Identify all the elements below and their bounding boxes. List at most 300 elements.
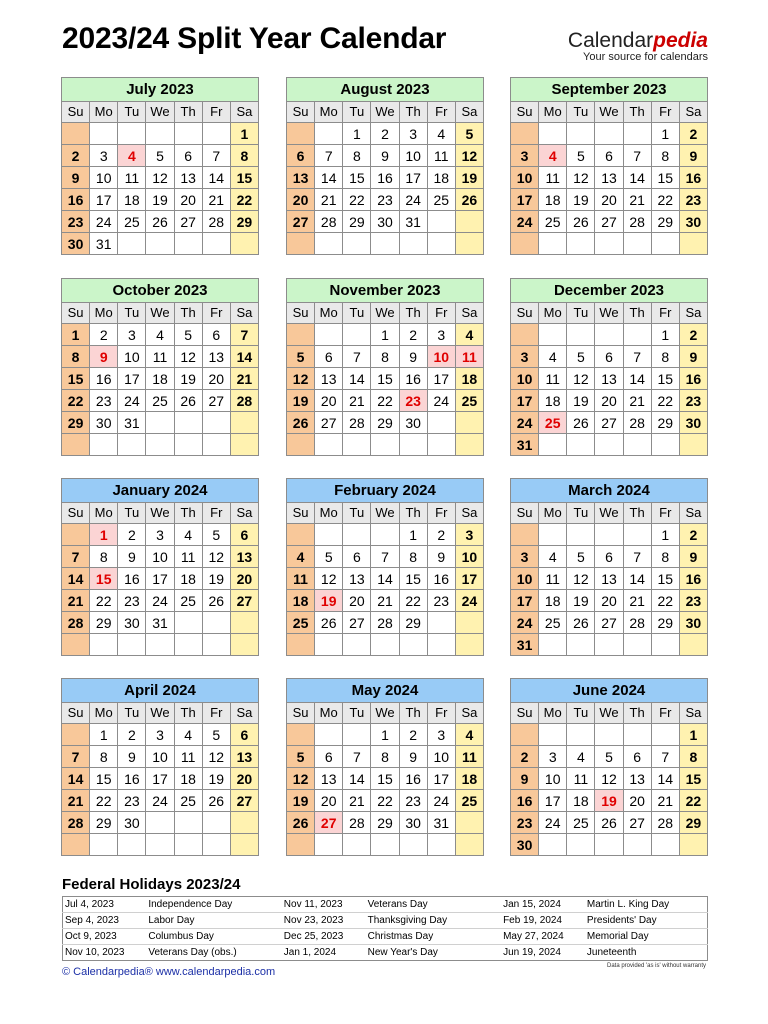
holiday-date: Nov 11, 2023 bbox=[283, 899, 343, 910]
day-cell: 6 bbox=[230, 524, 258, 546]
empty-day-cell bbox=[230, 612, 258, 634]
weekday-label: We bbox=[595, 503, 623, 524]
day-cell: 9 bbox=[679, 145, 707, 167]
empty-day-cell bbox=[511, 724, 539, 746]
day-cell: 5 bbox=[315, 546, 343, 568]
empty-day-cell bbox=[343, 233, 371, 255]
holiday-date: Sep 4, 2023 bbox=[63, 913, 147, 929]
day-cell: 21 bbox=[651, 790, 679, 812]
month-calendar bbox=[286, 77, 484, 255]
empty-day-cell bbox=[174, 233, 202, 255]
brand-logo[interactable] bbox=[568, 30, 708, 63]
day-cell: 10 bbox=[511, 568, 539, 590]
weekday-label: Mo bbox=[315, 303, 343, 324]
empty-day-cell bbox=[118, 834, 146, 856]
empty-day-cell bbox=[427, 434, 455, 456]
empty-day-cell bbox=[679, 834, 707, 856]
day-cell: 2 bbox=[427, 524, 455, 546]
empty-day-cell bbox=[315, 324, 343, 346]
day-cell: 18 bbox=[455, 368, 483, 390]
month-calendar bbox=[286, 678, 484, 856]
day-cell: 12 bbox=[567, 167, 595, 189]
empty-day-cell bbox=[595, 123, 623, 145]
day-cell: 17 bbox=[427, 768, 455, 790]
day-cell: 21 bbox=[62, 790, 90, 812]
weekday-label: Tu bbox=[567, 303, 595, 324]
day-cell: 15 bbox=[230, 167, 258, 189]
empty-day-cell bbox=[399, 233, 427, 255]
empty-day-cell bbox=[455, 434, 483, 456]
day-cell: 4 bbox=[539, 546, 567, 568]
weekday-label: Mo bbox=[90, 703, 118, 724]
day-cell: 5 bbox=[202, 524, 230, 546]
empty-day-cell bbox=[455, 634, 483, 656]
day-cell: 28 bbox=[62, 612, 90, 634]
empty-day-cell bbox=[539, 123, 567, 145]
empty-day-cell bbox=[174, 634, 202, 656]
empty-day-cell bbox=[230, 812, 258, 834]
day-cell: 26 bbox=[567, 211, 595, 233]
empty-day-cell bbox=[118, 123, 146, 145]
day-cell: 22 bbox=[651, 390, 679, 412]
day-cell: 25 bbox=[287, 612, 315, 634]
weekday-label: Th bbox=[623, 303, 651, 324]
day-cell: 30 bbox=[118, 812, 146, 834]
day-cell: 26 bbox=[146, 211, 174, 233]
day-cell: 6 bbox=[174, 145, 202, 167]
empty-day-cell bbox=[455, 834, 483, 856]
day-cell: 24 bbox=[146, 790, 174, 812]
day-cell: 19 bbox=[146, 189, 174, 211]
day-cell: 15 bbox=[679, 768, 707, 790]
holiday-date: Nov 10, 2023 bbox=[63, 945, 147, 961]
day-cell: 23 bbox=[118, 790, 146, 812]
weekday-label: Sa bbox=[230, 303, 258, 324]
empty-day-cell bbox=[315, 724, 343, 746]
empty-day-cell bbox=[679, 634, 707, 656]
copyright-link[interactable]: © Calendarpedia® www.calendarpedia.com bbox=[62, 966, 276, 978]
month-calendar bbox=[61, 77, 259, 255]
day-cell: 24 bbox=[539, 812, 567, 834]
empty-day-cell bbox=[174, 434, 202, 456]
day-cell: 20 bbox=[595, 590, 623, 612]
day-cell: 8 bbox=[371, 346, 399, 368]
day-cell: 21 bbox=[623, 189, 651, 211]
holiday-name: Christmas Day bbox=[366, 929, 501, 945]
month-title: March 2024 bbox=[511, 479, 708, 503]
weekday-label: Su bbox=[511, 703, 539, 724]
day-cell: 14 bbox=[62, 568, 90, 590]
day-cell: 16 bbox=[399, 768, 427, 790]
day-cell: 16 bbox=[399, 368, 427, 390]
day-cell: 17 bbox=[455, 568, 483, 590]
day-cell: 30 bbox=[511, 834, 539, 856]
day-cell: 8 bbox=[90, 546, 118, 568]
day-cell: 30 bbox=[679, 412, 707, 434]
day-cell: 19 bbox=[567, 189, 595, 211]
holiday-date: Nov 23, 2023 bbox=[282, 913, 366, 929]
day-cell: 30 bbox=[679, 211, 707, 233]
day-cell: 27 bbox=[315, 412, 343, 434]
holiday-day-cell: 19 bbox=[315, 590, 343, 612]
weekday-label: Th bbox=[174, 303, 202, 324]
day-cell: 14 bbox=[651, 768, 679, 790]
day-cell: 7 bbox=[315, 145, 343, 167]
month-title: April 2024 bbox=[62, 679, 259, 703]
empty-day-cell bbox=[651, 233, 679, 255]
weekday-label: Mo bbox=[539, 703, 567, 724]
day-cell: 1 bbox=[230, 123, 258, 145]
day-cell: 28 bbox=[343, 812, 371, 834]
weekday-label: Fr bbox=[427, 503, 455, 524]
day-cell: 10 bbox=[511, 167, 539, 189]
month-calendar bbox=[510, 77, 708, 255]
page-title: 2023/24 Split Year Calendar bbox=[62, 22, 447, 55]
weekday-label: Su bbox=[287, 503, 315, 524]
empty-day-cell bbox=[230, 434, 258, 456]
day-cell: 28 bbox=[202, 211, 230, 233]
empty-day-cell bbox=[343, 724, 371, 746]
day-cell: 17 bbox=[511, 189, 539, 211]
day-cell: 19 bbox=[567, 590, 595, 612]
day-cell: 26 bbox=[174, 390, 202, 412]
month-title: August 2023 bbox=[287, 78, 484, 102]
holiday-name: Independence Day bbox=[148, 899, 233, 910]
empty-day-cell bbox=[679, 233, 707, 255]
empty-day-cell bbox=[287, 123, 315, 145]
day-cell: 26 bbox=[202, 790, 230, 812]
day-cell: 14 bbox=[230, 346, 258, 368]
day-cell: 6 bbox=[595, 145, 623, 167]
day-cell: 3 bbox=[118, 324, 146, 346]
day-cell: 29 bbox=[230, 211, 258, 233]
day-cell: 10 bbox=[511, 368, 539, 390]
day-cell: 21 bbox=[230, 368, 258, 390]
day-cell: 11 bbox=[287, 568, 315, 590]
day-cell: 19 bbox=[174, 368, 202, 390]
day-cell: 3 bbox=[511, 546, 539, 568]
empty-day-cell bbox=[399, 834, 427, 856]
holiday-name: Memorial Day bbox=[585, 929, 708, 945]
weekday-label: We bbox=[146, 303, 174, 324]
day-cell: 29 bbox=[399, 612, 427, 634]
holiday-date: Jan 1, 2024 bbox=[282, 945, 366, 961]
month-title: October 2023 bbox=[62, 279, 259, 303]
day-cell: 18 bbox=[174, 568, 202, 590]
day-cell: 2 bbox=[511, 746, 539, 768]
day-cell: 12 bbox=[202, 546, 230, 568]
day-cell: 22 bbox=[343, 189, 371, 211]
day-cell: 29 bbox=[651, 612, 679, 634]
day-cell: 10 bbox=[427, 746, 455, 768]
day-cell: 22 bbox=[90, 590, 118, 612]
day-cell: 2 bbox=[679, 524, 707, 546]
day-cell: 29 bbox=[651, 412, 679, 434]
day-cell: 30 bbox=[679, 612, 707, 634]
holiday-name: Thanksgiving Day bbox=[366, 913, 501, 929]
holiday-date: May 27, 2024 bbox=[501, 929, 585, 945]
day-cell: 27 bbox=[230, 790, 258, 812]
day-cell: 31 bbox=[118, 412, 146, 434]
day-cell: 13 bbox=[230, 546, 258, 568]
day-cell: 28 bbox=[315, 211, 343, 233]
empty-day-cell bbox=[455, 612, 483, 634]
day-cell: 11 bbox=[539, 167, 567, 189]
day-cell: 11 bbox=[539, 568, 567, 590]
day-cell: 2 bbox=[679, 324, 707, 346]
weekday-label: Mo bbox=[539, 102, 567, 123]
day-cell: 30 bbox=[399, 412, 427, 434]
day-cell: 12 bbox=[287, 768, 315, 790]
empty-day-cell bbox=[567, 834, 595, 856]
footer bbox=[62, 962, 708, 980]
empty-day-cell bbox=[315, 524, 343, 546]
day-cell: 17 bbox=[539, 790, 567, 812]
empty-day-cell bbox=[202, 123, 230, 145]
holiday-row bbox=[63, 945, 708, 961]
day-cell: 1 bbox=[399, 524, 427, 546]
empty-day-cell bbox=[315, 834, 343, 856]
empty-day-cell bbox=[623, 434, 651, 456]
day-cell: 8 bbox=[90, 746, 118, 768]
empty-day-cell bbox=[399, 634, 427, 656]
day-cell: 5 bbox=[287, 346, 315, 368]
holiday-name: New Year's Day bbox=[366, 945, 501, 961]
empty-day-cell bbox=[202, 233, 230, 255]
empty-day-cell bbox=[62, 834, 90, 856]
day-cell: 22 bbox=[651, 189, 679, 211]
day-cell: 21 bbox=[343, 390, 371, 412]
weekday-label: Su bbox=[511, 303, 539, 324]
weekday-label: Mo bbox=[90, 503, 118, 524]
day-cell: 6 bbox=[343, 546, 371, 568]
weekday-label: Th bbox=[399, 303, 427, 324]
day-cell: 6 bbox=[230, 724, 258, 746]
day-cell: 28 bbox=[62, 812, 90, 834]
empty-day-cell bbox=[427, 834, 455, 856]
empty-day-cell bbox=[623, 834, 651, 856]
empty-day-cell bbox=[230, 634, 258, 656]
day-cell: 31 bbox=[90, 233, 118, 255]
empty-day-cell bbox=[315, 233, 343, 255]
empty-day-cell bbox=[174, 612, 202, 634]
day-cell: 8 bbox=[371, 746, 399, 768]
empty-day-cell bbox=[230, 834, 258, 856]
day-cell: 9 bbox=[118, 546, 146, 568]
empty-day-cell bbox=[202, 434, 230, 456]
holidays-table bbox=[62, 896, 708, 961]
day-cell: 21 bbox=[623, 390, 651, 412]
day-cell: 20 bbox=[623, 790, 651, 812]
day-cell: 30 bbox=[90, 412, 118, 434]
empty-day-cell bbox=[623, 123, 651, 145]
empty-day-cell bbox=[455, 412, 483, 434]
holiday-name: Juneteenth bbox=[585, 945, 708, 961]
day-cell: 22 bbox=[230, 189, 258, 211]
month-calendar bbox=[61, 278, 259, 456]
day-cell: 15 bbox=[651, 368, 679, 390]
empty-day-cell bbox=[146, 634, 174, 656]
empty-day-cell bbox=[62, 434, 90, 456]
weekday-label: Sa bbox=[679, 703, 707, 724]
empty-day-cell bbox=[146, 434, 174, 456]
day-cell: 15 bbox=[62, 368, 90, 390]
day-cell: 25 bbox=[455, 390, 483, 412]
empty-day-cell bbox=[343, 324, 371, 346]
day-cell: 4 bbox=[539, 346, 567, 368]
weekday-label: Fr bbox=[427, 703, 455, 724]
day-cell: 15 bbox=[90, 768, 118, 790]
day-cell: 18 bbox=[539, 390, 567, 412]
day-cell: 1 bbox=[651, 123, 679, 145]
day-cell: 12 bbox=[315, 568, 343, 590]
empty-day-cell bbox=[174, 812, 202, 834]
weekday-label: We bbox=[371, 303, 399, 324]
holiday-name: Martin L. King Day bbox=[586, 899, 670, 910]
day-cell: 9 bbox=[62, 167, 90, 189]
empty-day-cell bbox=[287, 634, 315, 656]
empty-day-cell bbox=[623, 634, 651, 656]
holiday-day-cell: 1 bbox=[90, 524, 118, 546]
day-cell: 30 bbox=[118, 612, 146, 634]
weekday-label: Sa bbox=[230, 703, 258, 724]
weekday-label: Tu bbox=[343, 703, 371, 724]
day-cell: 27 bbox=[595, 412, 623, 434]
brand-name: Calendarpedia bbox=[567, 29, 708, 52]
day-cell: 12 bbox=[287, 368, 315, 390]
empty-day-cell bbox=[146, 812, 174, 834]
empty-day-cell bbox=[118, 233, 146, 255]
empty-day-cell bbox=[595, 434, 623, 456]
empty-day-cell bbox=[146, 834, 174, 856]
weekday-label: Tu bbox=[118, 703, 146, 724]
day-cell: 17 bbox=[146, 768, 174, 790]
empty-day-cell bbox=[595, 834, 623, 856]
empty-day-cell bbox=[679, 434, 707, 456]
day-cell: 26 bbox=[202, 590, 230, 612]
empty-day-cell bbox=[146, 412, 174, 434]
day-cell: 6 bbox=[202, 324, 230, 346]
day-cell: 29 bbox=[90, 612, 118, 634]
empty-day-cell bbox=[174, 412, 202, 434]
day-cell: 3 bbox=[511, 145, 539, 167]
day-cell: 7 bbox=[202, 145, 230, 167]
day-cell: 7 bbox=[343, 346, 371, 368]
day-cell: 5 bbox=[287, 746, 315, 768]
day-cell: 25 bbox=[174, 590, 202, 612]
day-cell: 29 bbox=[371, 412, 399, 434]
day-cell: 4 bbox=[146, 324, 174, 346]
empty-day-cell bbox=[287, 524, 315, 546]
day-cell: 10 bbox=[539, 768, 567, 790]
weekday-label: Tu bbox=[118, 503, 146, 524]
day-cell: 2 bbox=[118, 724, 146, 746]
weekday-label: Sa bbox=[230, 503, 258, 524]
empty-day-cell bbox=[146, 123, 174, 145]
weekday-label: Sa bbox=[455, 703, 483, 724]
day-cell: 27 bbox=[202, 390, 230, 412]
day-cell: 7 bbox=[343, 746, 371, 768]
empty-day-cell bbox=[595, 724, 623, 746]
empty-day-cell bbox=[455, 812, 483, 834]
day-cell: 13 bbox=[202, 346, 230, 368]
holiday-day-cell: 4 bbox=[539, 145, 567, 167]
day-cell: 15 bbox=[651, 568, 679, 590]
empty-day-cell bbox=[427, 612, 455, 634]
weekday-label: Sa bbox=[679, 503, 707, 524]
weekday-label: Fr bbox=[427, 303, 455, 324]
day-cell: 13 bbox=[315, 368, 343, 390]
day-cell: 23 bbox=[427, 590, 455, 612]
weekday-label: Sa bbox=[455, 102, 483, 123]
weekday-label: Tu bbox=[567, 703, 595, 724]
day-cell: 23 bbox=[118, 590, 146, 612]
day-cell: 24 bbox=[146, 590, 174, 612]
day-cell: 9 bbox=[679, 546, 707, 568]
day-cell: 27 bbox=[343, 612, 371, 634]
day-cell: 15 bbox=[399, 568, 427, 590]
day-cell: 10 bbox=[146, 746, 174, 768]
day-cell: 17 bbox=[90, 189, 118, 211]
day-cell: 13 bbox=[623, 768, 651, 790]
empty-day-cell bbox=[539, 233, 567, 255]
day-cell: 20 bbox=[343, 590, 371, 612]
empty-day-cell bbox=[287, 434, 315, 456]
empty-day-cell bbox=[511, 524, 539, 546]
day-cell: 12 bbox=[567, 368, 595, 390]
empty-day-cell bbox=[62, 123, 90, 145]
day-cell: 4 bbox=[567, 746, 595, 768]
empty-day-cell bbox=[371, 834, 399, 856]
empty-day-cell bbox=[371, 233, 399, 255]
day-cell: 1 bbox=[371, 724, 399, 746]
day-cell: 15 bbox=[343, 167, 371, 189]
day-cell: 7 bbox=[62, 546, 90, 568]
day-cell: 11 bbox=[146, 346, 174, 368]
day-cell: 25 bbox=[567, 812, 595, 834]
day-cell: 7 bbox=[623, 145, 651, 167]
day-cell: 22 bbox=[399, 590, 427, 612]
day-cell: 13 bbox=[343, 568, 371, 590]
day-cell: 10 bbox=[455, 546, 483, 568]
day-cell: 16 bbox=[511, 790, 539, 812]
day-cell: 27 bbox=[623, 812, 651, 834]
day-cell: 22 bbox=[651, 590, 679, 612]
empty-day-cell bbox=[343, 524, 371, 546]
day-cell: 23 bbox=[399, 790, 427, 812]
day-cell: 20 bbox=[315, 390, 343, 412]
day-cell: 11 bbox=[118, 167, 146, 189]
empty-day-cell bbox=[651, 724, 679, 746]
day-cell: 14 bbox=[62, 768, 90, 790]
day-cell: 6 bbox=[315, 346, 343, 368]
day-cell: 13 bbox=[230, 746, 258, 768]
empty-day-cell bbox=[567, 324, 595, 346]
day-cell: 1 bbox=[343, 123, 371, 145]
weekday-label: Su bbox=[287, 102, 315, 123]
holiday-name: Veterans Day bbox=[367, 899, 428, 910]
weekday-label: Sa bbox=[455, 303, 483, 324]
empty-day-cell bbox=[118, 434, 146, 456]
weekday-label: Mo bbox=[315, 503, 343, 524]
day-cell: 18 bbox=[146, 368, 174, 390]
empty-day-cell bbox=[174, 834, 202, 856]
day-cell: 30 bbox=[399, 812, 427, 834]
empty-day-cell bbox=[90, 123, 118, 145]
holiday-day-cell: 10 bbox=[427, 346, 455, 368]
day-cell: 11 bbox=[455, 746, 483, 768]
day-cell: 8 bbox=[62, 346, 90, 368]
